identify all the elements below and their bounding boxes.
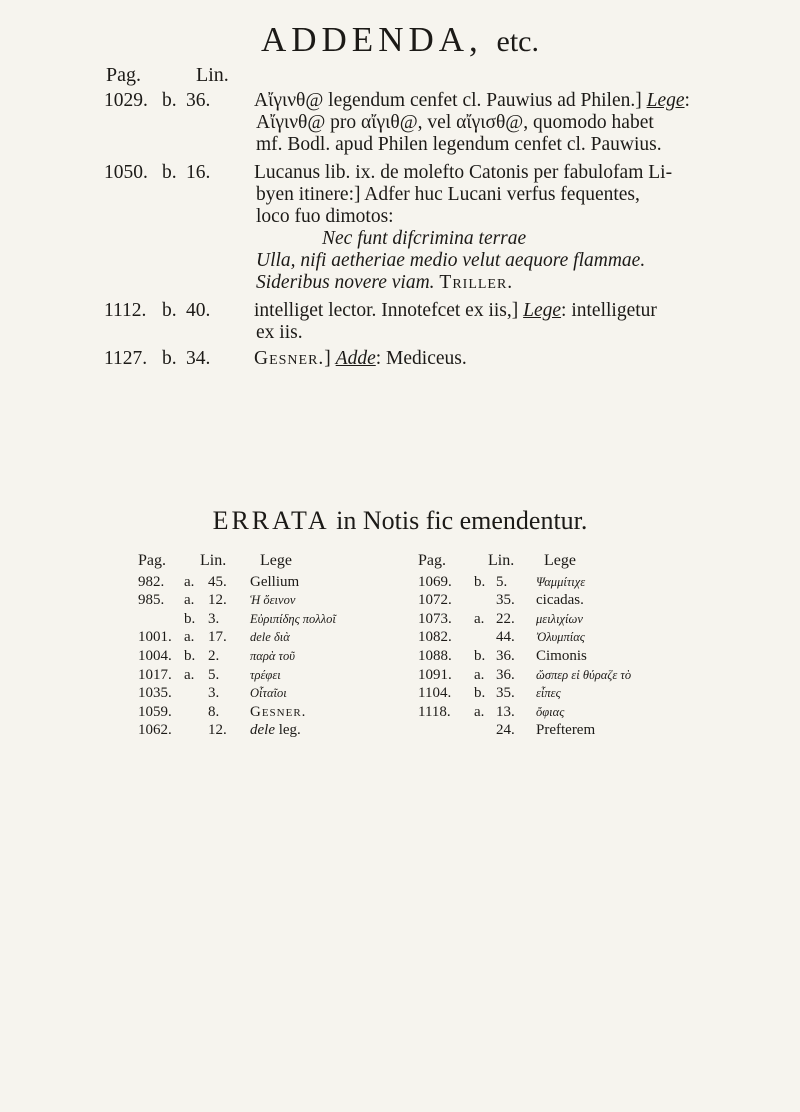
errata-correction: εἶπες <box>536 686 561 701</box>
errata-correction: Οἶταῖοι <box>250 686 287 701</box>
running-head-suffix: etc. <box>496 25 539 58</box>
errata-line: 2. <box>208 647 220 664</box>
errata-column-letter: a. <box>474 610 485 627</box>
addenda-line <box>104 228 744 250</box>
column-head-lin: Lin. <box>196 64 229 86</box>
addenda-line <box>104 90 744 112</box>
errata-line: 35. <box>496 685 515 702</box>
page-number: 1112. <box>104 300 147 321</box>
errata-left-column <box>138 552 418 740</box>
errata-row <box>138 666 418 685</box>
errata-column-letter: a. <box>474 703 485 720</box>
errata-correction: Ὀλυμπίας <box>536 630 585 645</box>
text-run: Αἴγινθ@ legendum cenfet cl. Pauwius ad Philen.] <box>254 90 647 111</box>
column-letter: b. <box>162 348 177 369</box>
errata-correction: τρέφει <box>250 667 281 682</box>
errata-row <box>418 684 718 703</box>
errata-row <box>418 591 718 610</box>
page-number: 1127. <box>104 348 148 369</box>
errata-line: 24. <box>496 722 515 739</box>
text-run: Αἴγινθ@ pro αἴγιθ@, vel αἴγισθ@, quomodo habet <box>256 112 654 133</box>
text-run: : Mediceus. <box>375 348 467 369</box>
errata-title-rest: in Notis fic emendentur. <box>336 506 588 535</box>
errata-column-letter: b. <box>474 685 486 702</box>
errata-row <box>138 684 418 703</box>
errata-column-letter: a. <box>184 629 195 646</box>
text-run: : <box>684 90 690 111</box>
errata-row <box>138 628 418 647</box>
header-lin: Lin. <box>200 552 227 569</box>
errata-row <box>418 666 718 685</box>
errata-row <box>138 573 418 592</box>
entry-reference <box>104 90 254 112</box>
text-run: Sideribus novere viam. <box>256 272 440 293</box>
errata-correction: μειλιχίων <box>536 611 583 626</box>
errata-page: 1059. <box>138 703 172 720</box>
line-number: 40. <box>186 300 211 321</box>
errata-row <box>138 610 418 629</box>
errata-page: 1082. <box>418 629 452 646</box>
header-pag: Pag. <box>138 552 166 569</box>
errata-page: 985. <box>138 592 165 609</box>
errata-line: 17. <box>208 629 227 646</box>
addenda-entry <box>104 300 744 344</box>
errata-column-letter: a. <box>184 666 195 683</box>
errata-row <box>138 721 418 740</box>
addenda-entry <box>104 162 744 294</box>
header-lege: Lege <box>544 552 576 569</box>
errata-correction: cicadas. <box>536 592 584 609</box>
text-run: Nec funt difcrimina terrae <box>322 228 527 249</box>
text-run: ] <box>324 348 336 369</box>
errata-correction: Cimonis <box>536 647 587 664</box>
errata-row <box>418 610 718 629</box>
column-letter: b. <box>162 162 177 183</box>
errata-row <box>418 647 718 666</box>
column-letter: b. <box>162 90 177 111</box>
errata-column-letter: b. <box>474 573 486 590</box>
errata-line: 5. <box>208 666 220 683</box>
errata-column-letter: b. <box>474 647 486 664</box>
errata-page: 1088. <box>418 647 452 664</box>
errata-right-column <box>418 552 718 740</box>
errata-correction: dele διὰ <box>250 630 290 645</box>
errata-column-letter: a. <box>184 573 195 590</box>
errata-correction: ὥσπερ εἰ θύραζε τὸ <box>536 667 632 682</box>
errata-correction: dele leg. <box>250 722 301 739</box>
header-lin: Lin. <box>488 552 515 569</box>
line-number: 36. <box>186 90 211 111</box>
text-run: Triller. <box>439 272 514 293</box>
errata-correction: Εὐριπίδης πολλοῖ <box>250 611 336 626</box>
running-head-title: ADDENDA, <box>260 20 483 59</box>
page-number: 1050. <box>104 162 148 183</box>
errata-line: 35. <box>496 592 515 609</box>
entry-reference <box>104 162 254 184</box>
errata-column-letter: a. <box>184 592 195 609</box>
errata-correction: παρὰ τοῦ <box>250 648 295 663</box>
text-run: byen itinere:] Adfer huc Lucani verfus fequentes, <box>256 184 640 205</box>
errata-row <box>138 703 418 722</box>
addenda-line <box>104 134 744 156</box>
addenda-line <box>104 348 744 370</box>
errata-line: 12. <box>208 592 227 609</box>
addenda-entry <box>104 348 744 370</box>
addenda-line <box>104 206 744 228</box>
errata-correction: Prefterem <box>536 722 596 739</box>
text-run: ex iis. <box>256 322 303 343</box>
errata-row <box>418 573 718 592</box>
errata-line: 44. <box>496 629 515 646</box>
errata-header-row <box>418 552 718 571</box>
errata-row <box>418 703 718 722</box>
errata-page: 1118. <box>418 703 451 720</box>
errata-header-row <box>138 552 418 571</box>
addenda-line <box>104 322 744 344</box>
text-run: Adde <box>335 348 376 369</box>
errata-page: 1091. <box>418 666 452 683</box>
errata-page: 1001. <box>138 629 172 646</box>
errata-title-caps: ERRATA <box>212 506 330 535</box>
errata-line: 13. <box>496 703 515 720</box>
errata-page: 1035. <box>138 685 172 702</box>
errata-title <box>0 506 800 536</box>
errata-line: 8. <box>208 703 220 720</box>
errata-row <box>418 721 718 740</box>
errata-column-letter: b. <box>184 647 196 664</box>
addenda-entry <box>104 90 744 156</box>
page-number: 1029. <box>104 90 148 111</box>
addenda-line <box>104 162 744 184</box>
line-number: 16. <box>186 162 211 183</box>
errata-correction: Ἡ ὅεινον <box>250 593 296 608</box>
errata-row <box>138 647 418 666</box>
errata-page: 1072. <box>418 592 452 609</box>
addenda-line <box>104 250 744 272</box>
errata-page: 1017. <box>138 666 172 683</box>
errata-page: 1004. <box>138 647 172 664</box>
text-run: : intelligetur <box>561 300 657 321</box>
entry-reference <box>104 300 254 322</box>
line-number: 34. <box>186 348 211 369</box>
text-run: Ulla, nifi aetheriae medio velut aequore flammae. <box>256 250 646 271</box>
addenda-line <box>104 300 744 322</box>
column-letter: b. <box>162 300 177 321</box>
errata-line: 3. <box>208 610 220 627</box>
addenda-line <box>104 112 744 134</box>
errata-row <box>418 628 718 647</box>
addenda-line <box>104 184 744 206</box>
entry-reference <box>104 348 254 370</box>
errata-line: 36. <box>496 647 515 664</box>
errata-page: 1062. <box>138 722 172 739</box>
errata-row <box>138 591 418 610</box>
errata-page: 1104. <box>418 685 452 702</box>
running-head <box>0 20 800 60</box>
errata-page: 1069. <box>418 573 452 590</box>
errata-line: 5. <box>496 573 508 590</box>
errata-line: 3. <box>208 685 220 702</box>
text-run: Lege <box>523 300 562 321</box>
errata-page: 1073. <box>418 610 452 627</box>
errata-line: 12. <box>208 722 227 739</box>
text-run: Lucanus lib. ix. de molefto Catonis per fabulofam Li- <box>254 162 673 183</box>
text-run: Lege <box>646 90 685 111</box>
errata-column-letter: a. <box>474 666 485 683</box>
errata-page: 982. <box>138 573 165 590</box>
header-lege: Lege <box>260 552 292 569</box>
text-run: Gesner. <box>254 348 325 369</box>
errata-correction: Gellium <box>250 573 300 590</box>
text-run: loco fuo dimotos: <box>256 206 394 227</box>
errata-correction: Gesner. <box>250 703 307 720</box>
addenda-list <box>104 90 744 370</box>
errata-line: 45. <box>208 573 227 590</box>
errata-correction: ὄφιας <box>536 704 565 719</box>
header-pag: Pag. <box>418 552 446 569</box>
column-head-pag: Pag. <box>106 64 141 86</box>
errata-correction: Ψαμμίτιχε <box>536 574 586 589</box>
text-run: mf. Bodl. apud Philen legendum cenfet cl. Pauwius. <box>256 134 662 155</box>
errata-line: 36. <box>496 666 515 683</box>
errata-column-letter: b. <box>184 610 196 627</box>
text-run: intelliget lector. Innotefcet ex iis,] <box>254 300 524 321</box>
errata-line: 22. <box>496 610 515 627</box>
addenda-line <box>104 272 744 294</box>
